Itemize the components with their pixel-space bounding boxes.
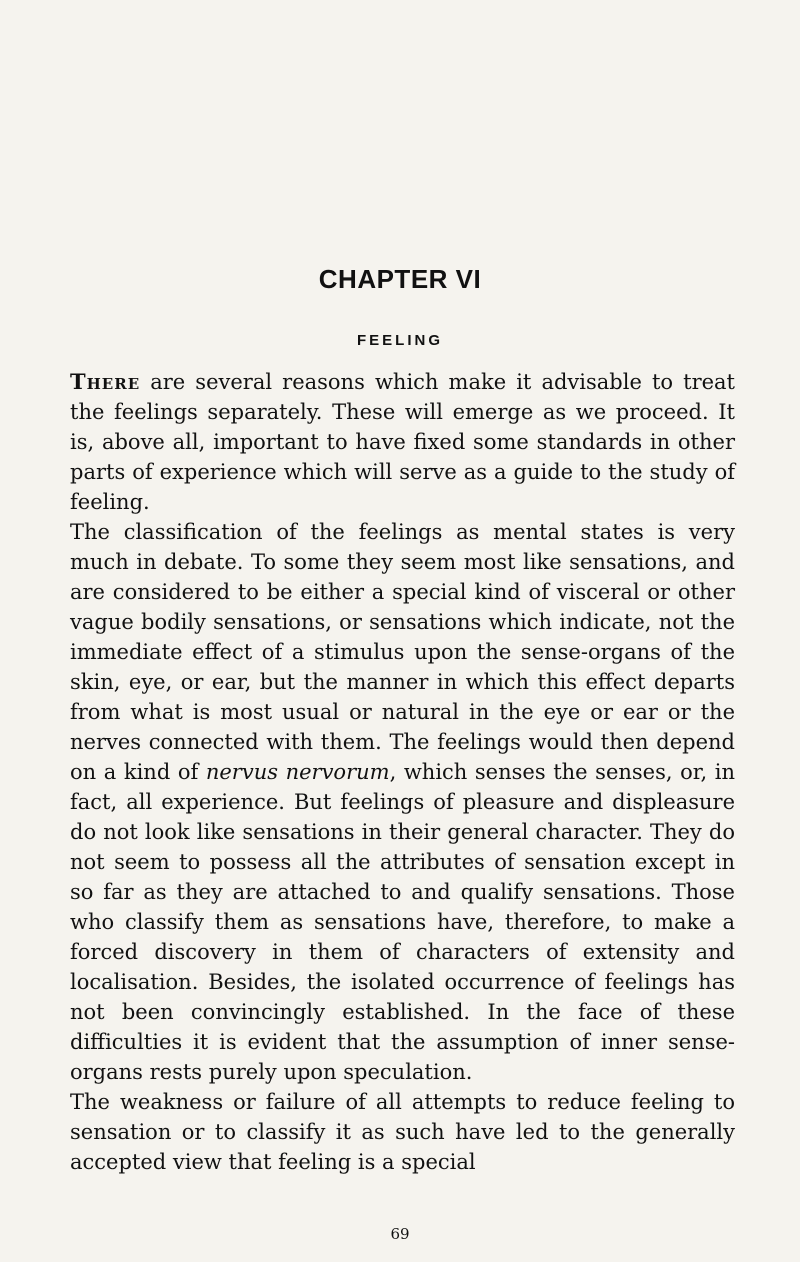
paragraph-1 <box>70 367 735 517</box>
chapter-heading: CHAPTER VI <box>318 264 482 294</box>
latin-phrase: nervus nervorum <box>205 760 390 784</box>
paragraph-1-text: are several reasons which make it advisable to treat the feelings separately. These will emerge as we proceed. It is, above all, important to have fixed some standards in other parts of experience which will serve as a guide to the study of feeling. <box>70 370 735 514</box>
paragraph-lead-word: There <box>70 369 141 394</box>
body-text <box>70 367 735 1177</box>
paragraph-2-text-before: The classification of the feelings as mental states is very much in debate. To some they seem most like sensations, and are considered to be either a special kind of visceral or other vague bodily sensations, or sensations which indicate, not the immediate effect of a stimulus upon the sense-organs of the skin, eye, or ear, but the manner in which this effect departs from what is most usual or natural in the eye or ear or the nerves connected with them. The feelings would then depend on a kind of <box>70 520 735 784</box>
chapter-title: FEELING <box>356 332 443 349</box>
paragraph-3 <box>70 1087 735 1177</box>
paragraph-2-text-after: , which senses the senses, or, in fact, all experience. But feelings of pleasure and displeasure do not look like sensations in their general character. They do not seem to possess all the attributes of sensation except in so far as they are attached to and qualify sensations. Those who classify them as sensations have, therefore, to make a forced discovery in them of characters of extensity and localisation. Besides, the isolated occurrence of feelings has not been convincingly established. In the face of these difficulties it is evident that the assumption of inner sense-organs rests purely upon speculation. <box>70 760 736 1084</box>
page-number: 69 <box>390 1225 410 1243</box>
paragraph-3-text: The weakness or failure of all attempts to reduce feeling to sensation or to classify it as such have led to the generally accepted view that feeling is a special <box>70 1090 735 1174</box>
paragraph-2 <box>70 517 735 1087</box>
